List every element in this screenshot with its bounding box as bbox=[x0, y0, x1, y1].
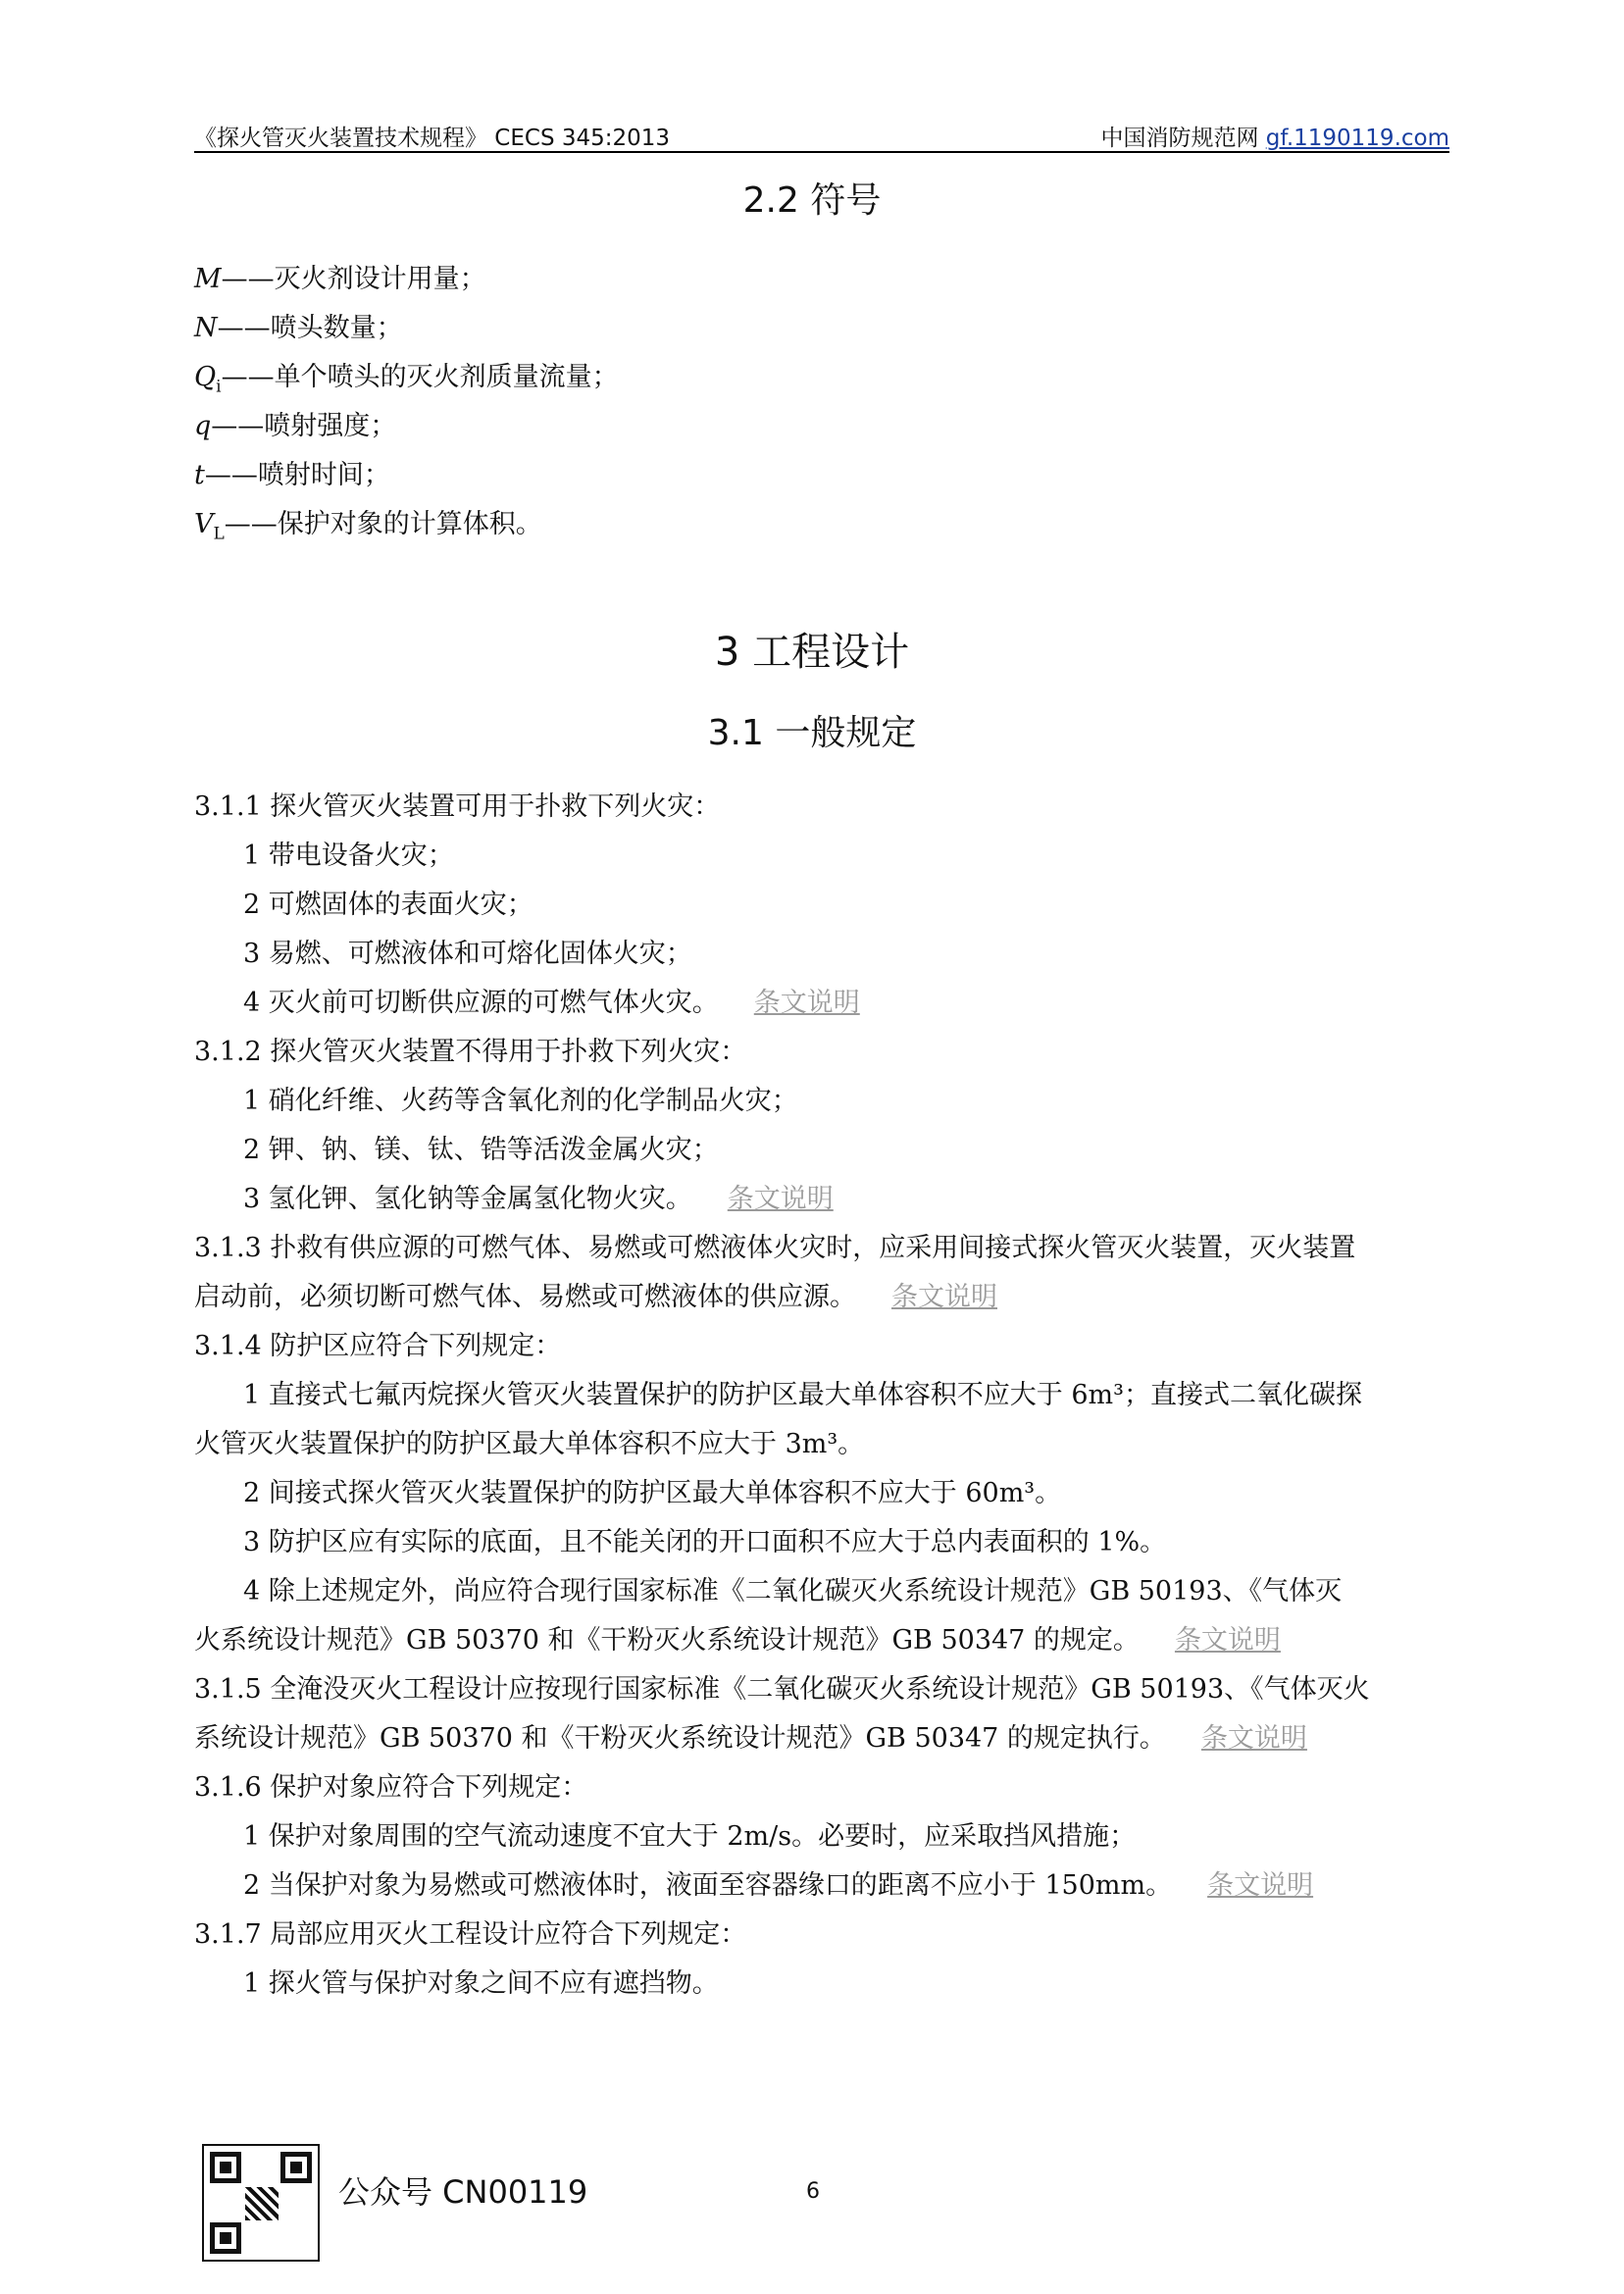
symbol-desc: ——保护对象的计算体积。 bbox=[224, 509, 542, 539]
clause-note-link[interactable]: 条文说明 bbox=[727, 1184, 834, 1214]
clause-text: 启动前，必须切断可燃气体、易燃或可燃液体的供应源。 bbox=[194, 1282, 856, 1312]
section-2-2-title: 2.2 符号 bbox=[742, 180, 882, 221]
clause-note-link[interactable]: 条文说明 bbox=[1174, 1625, 1281, 1656]
list-item-text: 4 灭火前可切断供应源的可燃气体火灾。 bbox=[243, 988, 719, 1018]
header-site-name: 中国消防规范网 bbox=[1100, 126, 1259, 151]
symbol-item bbox=[194, 306, 403, 344]
list-item-cont: 火管灭火装置保护的防护区最大单体容积不应大于 3m³。 bbox=[194, 1429, 865, 1459]
list-item bbox=[243, 1175, 1451, 1224]
chapter-3-title: 3 工程设计 bbox=[714, 630, 910, 675]
list-item: 1 硝化纤维、火药等含氧化剂的化学制品火灾； bbox=[243, 1086, 798, 1116]
list-item: 2 间接式探火管灭火装置保护的防护区最大单体容积不应大于 60m³。 bbox=[243, 1478, 1062, 1508]
clause-3-1-3-cont bbox=[194, 1273, 1451, 1322]
symbol-desc: ——灭火剂设计用量； bbox=[221, 264, 486, 294]
list-item: 4 除上述规定外，尚应符合现行国家标准《二氧化碳灭火系统设计规范》GB 50193、《气体灭 bbox=[243, 1576, 1343, 1606]
symbol: N bbox=[194, 313, 218, 343]
list-item-text: 3 氢化钾、氢化钠等金属氢化物火灾。 bbox=[243, 1184, 692, 1214]
symbol: Q bbox=[194, 362, 217, 392]
symbol: V bbox=[194, 509, 214, 539]
symbol-subscript: i bbox=[216, 377, 222, 397]
list-item bbox=[243, 1861, 1451, 1911]
symbol-desc: ——喷头数量； bbox=[217, 313, 403, 343]
symbol-item bbox=[194, 257, 486, 295]
list-item: 2 可燃固体的表面火灾； bbox=[243, 890, 533, 920]
symbol-item bbox=[194, 502, 542, 543]
clause-note-link[interactable]: 条文说明 bbox=[1200, 1723, 1307, 1754]
list-item: 1 探火管与保护对象之间不应有遮挡物。 bbox=[243, 1968, 719, 1999]
clause-3-1-2: 3.1.2 探火管灭火装置不得用于扑救下列火灾： bbox=[194, 1037, 747, 1067]
clause-3-1-4: 3.1.4 防护区应符合下列规定： bbox=[194, 1331, 562, 1361]
list-item: 2 钾、钠、镁、钛、锆等活泼金属火灾； bbox=[243, 1135, 719, 1165]
clause-3-1-5-cont bbox=[194, 1714, 1451, 1763]
header-doc-title: 《探火管灭火装置技术规程》 CECS 345:2013 bbox=[194, 126, 671, 151]
symbol-desc: ——喷射时间； bbox=[204, 460, 390, 490]
clause-3-1-3: 3.1.3 扑救有供应源的可燃气体、易燃或可燃液体火灾时，应采用间接式探火管灭火装置，灭火装置 bbox=[194, 1233, 1356, 1263]
symbol-subscript: L bbox=[213, 524, 225, 544]
symbol-item bbox=[194, 355, 619, 396]
clause-text: 系统设计规范》GB 50370 和《干粉灭火系统设计规范》GB 50347 的规定执行。 bbox=[194, 1723, 1166, 1754]
symbol-desc: ——单个喷头的灭火剂质量流量； bbox=[221, 362, 619, 392]
list-item: 1 保护对象周围的空气流动速度不宜大于 2m/s。必要时，应采取挡风措施； bbox=[243, 1821, 1137, 1852]
symbol-item bbox=[194, 404, 396, 442]
clause-3-1-6: 3.1.6 保护对象应符合下列规定： bbox=[194, 1772, 588, 1803]
clause-3-1-7: 3.1.7 局部应用灭火工程设计应符合下列规定： bbox=[194, 1919, 747, 1950]
list-item: 3 防护区应有实际的底面，且不能关闭的开口面积不应大于总内表面积的 1%。 bbox=[243, 1527, 1167, 1557]
list-item: 3 易燃、可燃液体和可熔化固体火灾； bbox=[243, 939, 692, 969]
list-item: 1 带电设备火灾； bbox=[243, 841, 454, 871]
list-item: 1 直接式七氟丙烷探火管灭火装置保护的防护区最大单体容积不应大于 6m³；直接式二氧化碳探 bbox=[243, 1380, 1362, 1410]
header-site-link[interactable]: gf.1190119.com bbox=[1265, 126, 1449, 151]
header-site bbox=[1100, 120, 1449, 152]
clause-note-link[interactable]: 条文说明 bbox=[891, 1282, 997, 1312]
symbol: q bbox=[194, 411, 212, 441]
symbol-item bbox=[194, 453, 390, 491]
symbol: M bbox=[194, 264, 222, 294]
qr-code-icon bbox=[202, 2144, 320, 2262]
clause-note-link[interactable]: 条文说明 bbox=[1207, 1870, 1314, 1901]
list-item bbox=[243, 979, 1451, 1028]
footer-wechat: 公众号 CN00119 bbox=[338, 2173, 588, 2211]
page-header bbox=[194, 118, 1449, 153]
page-number: 6 bbox=[806, 2179, 820, 2204]
clause-3-1-1: 3.1.1 探火管灭火装置可用于扑救下列火灾： bbox=[194, 791, 721, 822]
clause-note-link[interactable]: 条文说明 bbox=[753, 988, 860, 1018]
list-item-cont bbox=[194, 1616, 1451, 1665]
symbol-desc: ——喷射强度； bbox=[211, 411, 397, 441]
clause-3-1-5: 3.1.5 全淹没灭火工程设计应按现行国家标准《二氧化碳灭火系统设计规范》GB 50193、《气体灭火 bbox=[194, 1674, 1370, 1705]
symbol: t bbox=[194, 460, 205, 490]
section-3-1-title: 3.1 一般规定 bbox=[707, 713, 917, 753]
list-item-text: 火系统设计规范》GB 50370 和《干粉灭火系统设计规范》GB 50347 的规定。 bbox=[194, 1625, 1140, 1656]
list-item-text: 2 当保护对象为易燃或可燃液体时，液面至容器缘口的距离不应小于 150mm。 bbox=[243, 1870, 1173, 1901]
